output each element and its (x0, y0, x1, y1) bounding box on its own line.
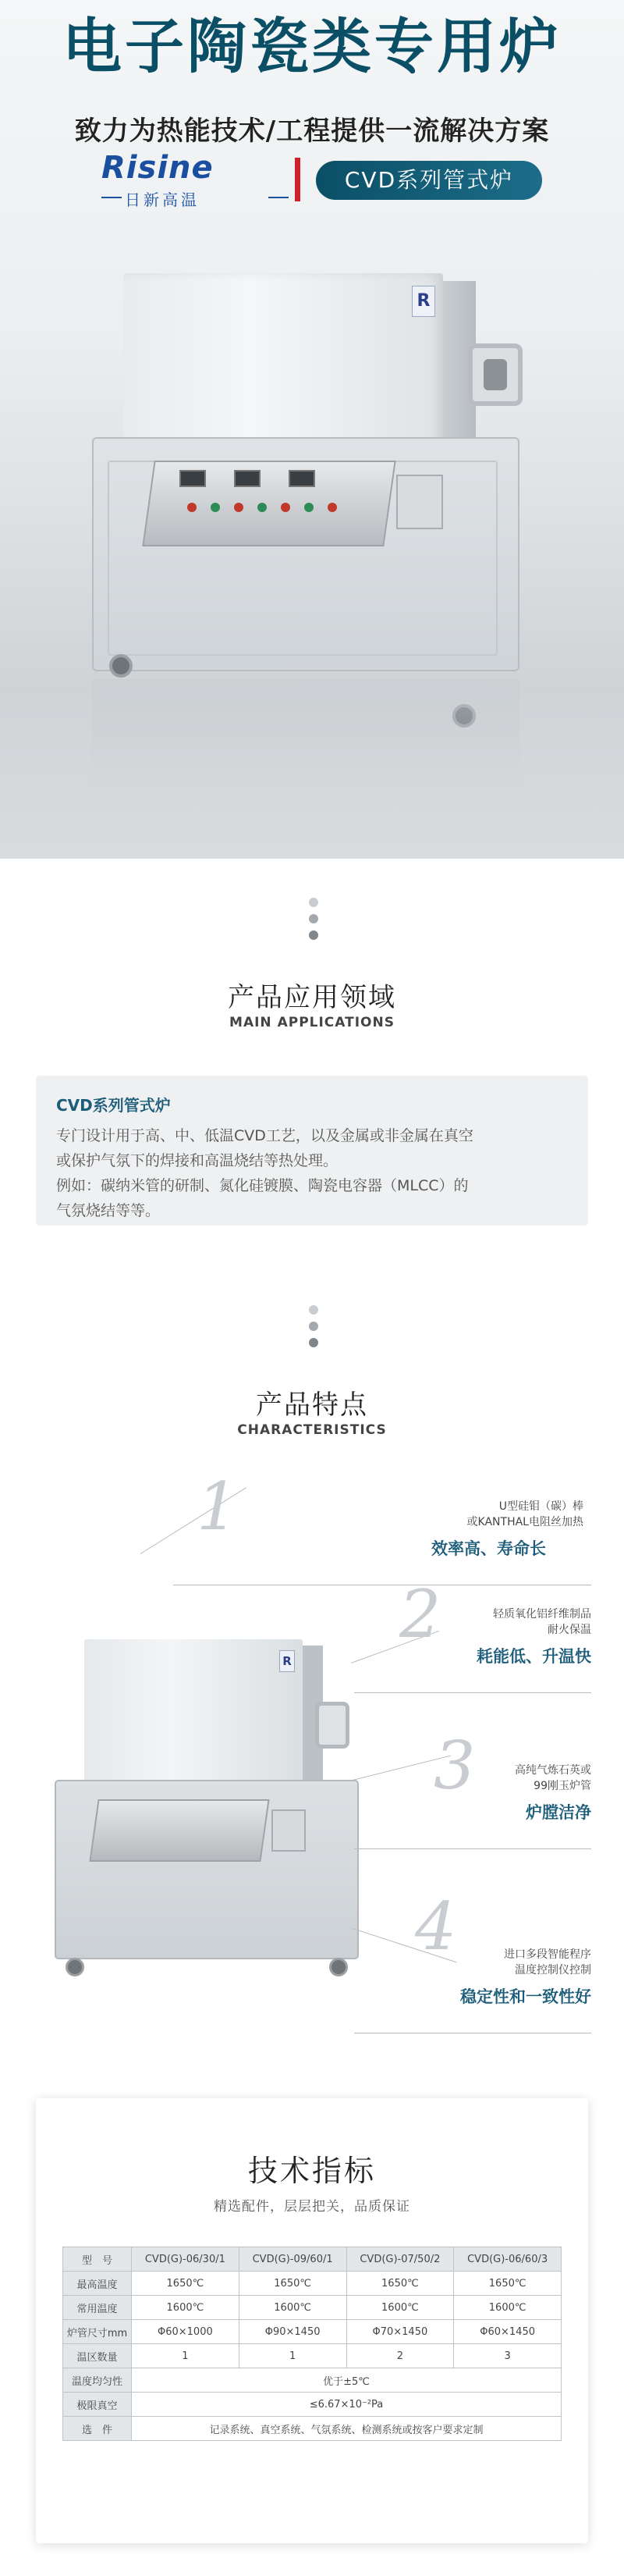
table-header-cell: CVD(G)-09/60/1 (239, 2247, 346, 2272)
brand-row (86, 150, 538, 209)
feature-desc: 进口多段智能程序 (504, 1948, 591, 1961)
table-row-label: 最高温度 (63, 2272, 132, 2296)
table-cell: 记录系统、真空系统、气氛系统、检测系统或按客户要求定制 (132, 2417, 562, 2441)
table-row-label: 极限真空 (63, 2393, 132, 2417)
tube-fitting (484, 359, 507, 390)
logo-subtext: 日新高温 (125, 190, 200, 209)
table-cell: 1600℃ (346, 2296, 454, 2320)
table-cell: 1650℃ (132, 2272, 239, 2296)
table-header-cell: CVD(G)-06/30/1 (132, 2247, 239, 2272)
feature-desc: U型硅钼（碳）棒 (498, 1500, 583, 1513)
section-heading-characteristics: 产品特点 (256, 1389, 368, 1421)
table-header-cell: CVD(G)-07/50/2 (346, 2247, 454, 2272)
table-cell: 1600℃ (454, 2296, 562, 2320)
specs-table (62, 2247, 562, 2441)
feature-desc: 温度控制仪控制 (515, 1964, 591, 1976)
page-title: 电子陶瓷类专用炉 (62, 12, 562, 81)
table-cell: Φ60×1450 (454, 2320, 562, 2344)
product-image-furnace-small (55, 1631, 351, 1991)
section-subheading-characteristics: CHARACTERISTICS (237, 1422, 387, 1438)
controller-display (179, 470, 206, 487)
logo-text: Risine (101, 150, 214, 186)
feature-item-4 (460, 1947, 591, 2008)
section-subheading-applications: MAIN APPLICATIONS (229, 1015, 395, 1030)
logo-line-right (268, 197, 289, 198)
table-row (63, 2344, 562, 2368)
section-dots (306, 1305, 321, 1354)
table-header-cell: CVD(G)-06/60/3 (454, 2247, 562, 2272)
feature-headline: 炉膛洁净 (526, 1803, 591, 1822)
table-cell: 1650℃ (346, 2272, 454, 2296)
furnace-body (84, 1639, 303, 1795)
feature-divider (354, 1848, 591, 1849)
table-header-row (63, 2247, 562, 2272)
hero-banner (0, 0, 624, 859)
caster-wheel-icon (66, 1958, 84, 1976)
table-cell: 优于±5℃ (132, 2368, 562, 2393)
section-heading-applications: 产品应用领域 (228, 982, 396, 1013)
feature-item-3 (515, 1763, 591, 1823)
control-panel (89, 1799, 269, 1862)
table-row-label: 炉管尺寸mm (63, 2320, 132, 2344)
tube-flange (315, 1702, 349, 1749)
table-row-label: 温度均匀性 (63, 2368, 132, 2393)
caster-wheel-icon (329, 1958, 348, 1976)
brand-badge-icon: R (279, 1650, 295, 1672)
table-cell: 1650℃ (454, 2272, 562, 2296)
indicator-light (328, 503, 337, 512)
feature-item-2 (477, 1606, 591, 1667)
feature-desc: 轻质氧化铝纤维制品 (493, 1608, 591, 1621)
indicator-light (304, 503, 314, 512)
feature-number: 4 (415, 1888, 457, 1965)
feature-headline: 效率高、寿命长 (431, 1539, 546, 1558)
specs-title: 技术指标 (247, 2154, 376, 2188)
indicator-light (257, 503, 267, 512)
feature-number: 3 (434, 1727, 476, 1804)
table-row (63, 2272, 562, 2296)
indicator-light (281, 503, 290, 512)
feature-desc: 或KANTHAL电阻丝加热 (466, 1516, 583, 1528)
table-cell: Φ70×1450 (346, 2320, 454, 2344)
applications-text: 气氛烧结等等。 (56, 1202, 161, 1219)
caster-wheel-icon (109, 654, 133, 678)
table-row-label: 常用温度 (63, 2296, 132, 2320)
applications-title: CVD系列管式炉 (56, 1096, 171, 1115)
series-badge: CVD系列管式炉 (316, 161, 542, 200)
indicator-light (234, 503, 243, 512)
table-cell: 1650℃ (239, 2272, 346, 2296)
section-dots (306, 898, 321, 947)
table-cell: 3 (454, 2344, 562, 2368)
table-row-label: 选 件 (63, 2417, 132, 2441)
table-cell: ≤6.67×10⁻²Pa (132, 2393, 562, 2417)
table-row (63, 2417, 562, 2441)
feature-headline: 耗能低、升温快 (477, 1647, 591, 1666)
floor-reflection (92, 679, 519, 796)
brand-divider (295, 158, 300, 201)
indicator-light (211, 503, 220, 512)
table-cell: 1600℃ (132, 2296, 239, 2320)
table-cell: 2 (346, 2344, 454, 2368)
applications-text: 或保护气氛下的焊接和高温烧结等热处理。 (56, 1152, 339, 1169)
table-row (63, 2320, 562, 2344)
flow-gauge (396, 475, 443, 529)
applications-box (36, 1076, 588, 1226)
table-row (63, 2393, 562, 2417)
table-row-label: 温区数量 (63, 2344, 132, 2368)
controller-display (289, 470, 315, 487)
table-row (63, 2368, 562, 2393)
feature-number: 2 (399, 1576, 441, 1653)
hero-subtitle: 致力为热能技术/工程提供一流解决方案 (74, 116, 550, 147)
logo-line-left (101, 197, 122, 198)
table-header-cell: 型 号 (63, 2247, 132, 2272)
brand-badge-icon: R (412, 286, 435, 317)
feature-item-1 (431, 1499, 591, 1560)
table-cell: Φ90×1450 (239, 2320, 346, 2344)
feature-number: 1 (197, 1468, 239, 1545)
applications-text: 例如：碳纳米管的研制、氮化硅镀膜、陶瓷电容器（MLCC）的 (56, 1177, 469, 1194)
feature-desc: 高纯气炼石英或 (515, 1764, 591, 1777)
feature-desc: 99刚玉炉管 (534, 1780, 591, 1792)
product-image-furnace (0, 226, 624, 851)
applications-text: 专门设计用于高、中、低温CVD工艺，以及金属或非金属在真空 (56, 1127, 473, 1144)
flow-gauge (271, 1809, 306, 1852)
table-cell: Φ60×1000 (132, 2320, 239, 2344)
specs-subtitle: 精选配件，层层把关，品质保证 (214, 2199, 410, 2215)
table-cell: 1600℃ (239, 2296, 346, 2320)
feature-headline: 稳定性和一致性好 (460, 1987, 591, 2006)
brand-logo (101, 150, 289, 209)
feature-desc: 耐火保温 (548, 1624, 591, 1636)
table-cell: 1 (132, 2344, 239, 2368)
table-cell: 1 (239, 2344, 346, 2368)
feature-divider (354, 1692, 591, 1693)
indicator-light (187, 503, 197, 512)
controller-display (234, 470, 261, 487)
table-row (63, 2296, 562, 2320)
